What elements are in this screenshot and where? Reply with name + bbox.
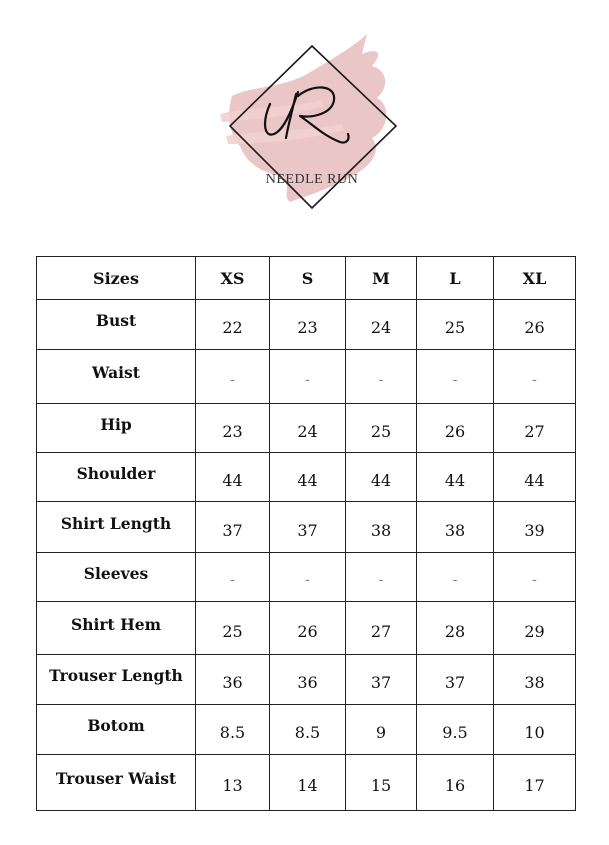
table-cell: 44 [346,453,417,502]
table-cell: 25 [417,300,494,350]
table-row [37,705,576,755]
table-row [37,350,576,404]
header-size-s: S [270,257,346,300]
table-cell: 29 [494,602,576,655]
table-cell: 26 [417,404,494,453]
table-cell: 44 [494,453,576,502]
header-size-m: M [346,257,417,300]
table-cell: 23 [270,300,346,350]
table-cell: 27 [346,602,417,655]
row-label: Waist [37,350,196,404]
row-label: Trouser Waist [37,755,196,811]
table-cell: 8.5 [196,705,270,755]
table-cell: 8.5 [270,705,346,755]
brand-logo [212,26,412,216]
size-chart-table [36,256,576,811]
table-cell: - [196,553,270,602]
table-cell: 13 [196,755,270,811]
table-cell: 24 [346,300,417,350]
table-row [37,755,576,811]
table-row [37,300,576,350]
header-sizes-label: Sizes [37,257,196,300]
table-cell: 37 [270,502,346,553]
table-cell: 25 [346,404,417,453]
table-cell: 44 [270,453,346,502]
brand-name: NEEDLE RUN [265,172,359,187]
table-cell: 17 [494,755,576,811]
table-cell: 37 [196,502,270,553]
header-size-l: L [417,257,494,300]
table-cell: 28 [417,602,494,655]
chart-body [37,300,576,811]
table-row [37,502,576,553]
table-row [37,655,576,705]
table-cell: - [270,553,346,602]
row-label: Shirt Length [37,502,196,553]
table-row [37,553,576,602]
table-row [37,453,576,502]
table-cell: 44 [417,453,494,502]
table-cell: 26 [494,300,576,350]
table-cell: 10 [494,705,576,755]
table-cell: 37 [417,655,494,705]
table-row [37,404,576,453]
row-label: Shoulder [37,453,196,502]
table-cell: 38 [346,502,417,553]
table-cell: - [417,553,494,602]
row-label: Hip [37,404,196,453]
row-label: Trouser Length [37,655,196,705]
table-cell: 22 [196,300,270,350]
table-row [37,602,576,655]
table-cell: 14 [270,755,346,811]
table-cell: - [196,350,270,404]
header-size-xs: XS [196,257,270,300]
table-cell: 25 [196,602,270,655]
table-cell: 36 [270,655,346,705]
header-row [37,257,576,300]
table-cell: 38 [417,502,494,553]
table-cell: 44 [196,453,270,502]
table-cell: - [417,350,494,404]
row-label: Bust [37,300,196,350]
table-cell: 36 [196,655,270,705]
table-cell: 23 [196,404,270,453]
table-cell: - [346,553,417,602]
header-size-xl: XL [494,257,576,300]
table-cell: 26 [270,602,346,655]
row-label: Sleeves [37,553,196,602]
table-cell: 39 [494,502,576,553]
table-cell: 9 [346,705,417,755]
table-cell: - [270,350,346,404]
table-cell: - [494,553,576,602]
table-cell: 38 [494,655,576,705]
table-cell: 16 [417,755,494,811]
table-cell: 27 [494,404,576,453]
table-cell: - [346,350,417,404]
table-cell: 37 [346,655,417,705]
table-cell: - [494,350,576,404]
row-label: Shirt Hem [37,602,196,655]
table-cell: 9.5 [417,705,494,755]
row-label: Botom [37,705,196,755]
table-cell: 24 [270,404,346,453]
table-cell: 15 [346,755,417,811]
